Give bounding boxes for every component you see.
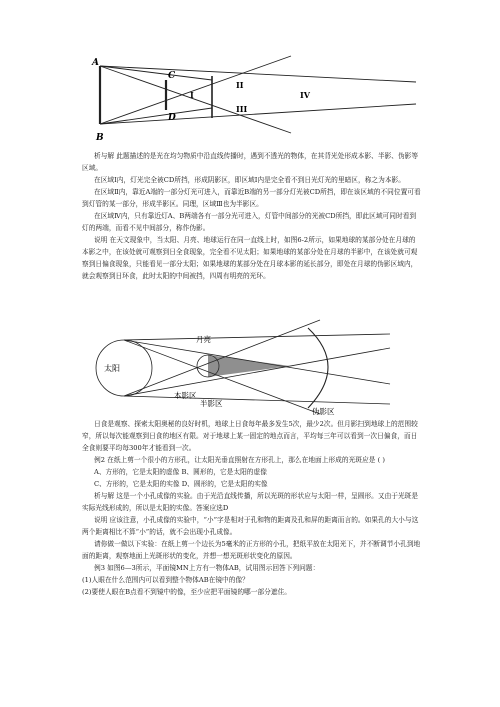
paragraph: 说明 在天文现象中，当太阳、月亮、地球运行在同一直线上时，如图6-2所示，如果地球的某部分处在月球的本影之中，在该处就可观察到日全食现象，完全看不见太阳；如果地球的某部分处在月球的半影中，在该处就可观察到日偏食现象，只能看见一部分太阳；如果地球的某部分处在月球本影的延长部分，即处在月球的伪影区域内，就会观察到日环食，此时太阳的中间被挡，四周有明亮的光环。 xyxy=(82,236,418,280)
paragraph: (1)人眼在什么范围内可以看到整个物体AB在镜中的像？ xyxy=(82,576,249,584)
penumbra-label: 半影区 xyxy=(200,399,223,408)
solar-eclipse-diagram xyxy=(90,318,420,416)
antumbra-label: 伪影区 xyxy=(312,407,335,416)
paragraph: 说明 应该注意，小孔成像的实验中，“小”字是相对于孔和物的距离及孔和屏的距离而言的。如果孔的大小与这两个距离相比不算“小”的话，就不会出现小孔成像。 xyxy=(82,516,419,536)
label-a: A xyxy=(92,58,99,68)
shadow-regions-diagram xyxy=(86,46,436,146)
label-b: B xyxy=(96,133,104,143)
paragraph: 析与解 此题描述的是光在均匀物质中沿直线传播时，遇到不透光的物体，在其背光处形成本影、半影、伪影等区域。 xyxy=(82,152,419,172)
text-block-2 xyxy=(82,418,422,598)
region-4-label: IV xyxy=(300,90,310,100)
text-block-1 xyxy=(82,150,422,282)
paragraph: 请你做一做以下实验：在纸上剪一个边长为5毫米的正方形的小孔，把纸平放在太阳光下，并不断调节小孔到地面的距离，观察地面上光斑形状的变化，并想一想光斑形状变化的原因。 xyxy=(82,540,421,560)
moon-label: 月亮 xyxy=(196,335,211,344)
paragraph: C、方形的，它是太阳的实像 D、圆形的，它是太阳的实像 xyxy=(94,480,268,488)
label-c: C xyxy=(168,71,176,81)
label-d: D xyxy=(168,113,176,123)
paragraph: 在区域Ⅱ内，靠近A端的一部分灯光可进入，而靠近B端的另一部分灯光被CD所挡，即在该区域的不同位置可看到灯管的某一部分，形成半影区。同理，区域Ⅲ也为半影区。 xyxy=(82,188,421,208)
paragraph: 例2 在纸上剪一个很小的方形孔，让太阳光垂直照射在方形孔上，那么在地面上形成的光斑应是 ( ) xyxy=(94,456,385,464)
paragraph: 日食是观察、探索太阳奥秘的良好时机，地球上日食每年最多发生5次，最少2次。但月影扫到地球上的范围较窄，所以每次能观察到日食的地区有限。对于地球上某一固定的地点而言，平均每三年可以看到一次日偏食，而日全食则要平均每300年才能看到一次。 xyxy=(82,420,418,452)
paragraph: 在区域Ⅳ内，只有靠近灯A、B两端各有一部分光可进入，灯管中间部分的光被CD所挡，即此区域可同时看到灯的两端，而看不见中间部分，称作伪影。 xyxy=(82,212,417,232)
paragraph: A、方形的，它是太阳的虚像 B、圆形的，它是太阳的虚像 xyxy=(94,468,267,476)
paragraph: 在区域Ⅰ内，灯光完全被CD所挡，形成阴影区，即区域Ⅰ内是完全看不到日光灯光的里暗区，称之为本影。 xyxy=(94,176,405,184)
paragraph: 析与解 这是一个小孔成像的实验。由于光沿直线传播，所以光斑的形状应与太阳一样，呈圆形。又由于光斑是实际光线形成的，所以是太阳的实像。答案应选D xyxy=(82,492,419,512)
region-1-label: I xyxy=(190,90,194,100)
region-2-label: II xyxy=(236,80,244,90)
paragraph: 例3 如图6—3所示，平面镜MN上方有一物体AB，试用图示回答下列问题： xyxy=(94,564,320,572)
sun-label: 太阳 xyxy=(104,364,120,373)
umbra-label: 本影区 xyxy=(174,391,197,400)
region-3-label: III xyxy=(236,104,248,114)
paragraph: (2)要使人眼在B点看不到镜中的像，至少应把平面镜的哪一部分遮住。 xyxy=(82,588,291,596)
